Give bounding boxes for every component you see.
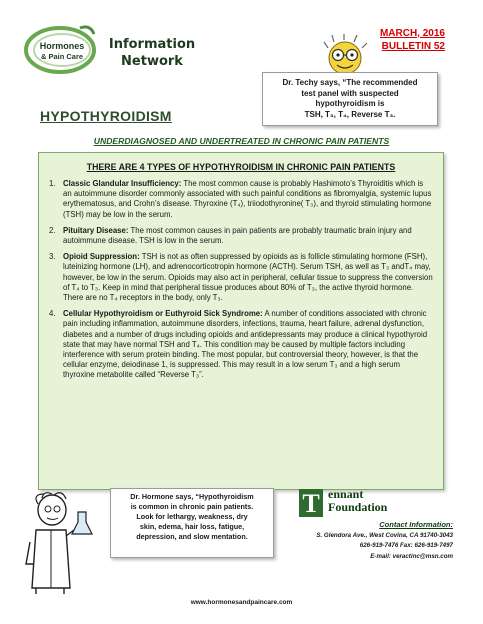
brand-name xyxy=(106,36,198,70)
contact-phone: 626-919-7476 Fax: 626-919-7497 xyxy=(359,542,453,549)
item-number: 1. xyxy=(49,179,56,188)
item-text: The most common causes in pain patients are probably traumatic brain injury and autoimmune disease. TSH is low in the serum. xyxy=(63,225,412,246)
types-panel xyxy=(38,152,444,490)
bulletin-date xyxy=(380,27,445,53)
item-name: Opioid Suppression: xyxy=(63,252,140,262)
item-name: Cellular Hypothyroidism or Euthyroid Sick Syndrome: xyxy=(63,309,263,319)
date-text: MARCH, 2016 xyxy=(379,28,445,39)
contact-address: S. Glendora Ave., West Covina, CA 91740-3043 xyxy=(316,531,453,539)
item-text: TSH is not as often suppressed by opioids as is follicle stimulating hormone (FSH), luteinizing hormone (LH), and adrenocorticotropin hormone (ACTH). Serum TSH, as well as T₃ andT₄ may, however, be low in the serum. Opioids may also act in peripheral, cellular tissue to suppress the conversion of T₄ to T₃. Keep in mind that peripheral tissue produces about 80% of T₃, the active thyroid hormone. There are no T₄ receptors in the body, only T₃. xyxy=(63,252,433,303)
item-text: A number of conditions associated with chronic pain including inflammation, autoimmune disorders, infections, trauma, heart failure, adrenal dysfunction, diabetes and a number of drugs including opioids and antidepressants may produce a clinical hypothyroid state that may have normal TSH and T₄. This condition may be caused by multiple factors including interference with serum protein binding. The most popular, but controversial theory, however, is that the cellular enzyme, deiodinase 1, is suppressed. This may result in a low serum T₃ and a high serum thyroxine metabolite called “Reverse T₃”. xyxy=(63,309,428,380)
contact-email: E-mail: veractinc@msn.com xyxy=(370,552,453,560)
techy-line-3: hypothyroidism is xyxy=(315,99,385,108)
bulletin-number: BULLETIN 52 xyxy=(381,41,445,52)
logo-letter: T xyxy=(302,489,320,518)
item-number: 2. xyxy=(49,225,56,235)
types-heading: THERE ARE 4 TYPES OF HYPOTHYROIDISM IN CHRONIC PAIN PATIENTS xyxy=(86,162,396,172)
hormone-line-3: Look for lethargy, weakness, dry xyxy=(136,512,248,521)
tennant-foundation-logo xyxy=(298,488,324,518)
page-subtitle: UNDERDIAGNOSED AND UNDERTREATED IN CHRONIC PAIN PATIENTS xyxy=(93,136,390,146)
list-item xyxy=(49,226,433,246)
item-number: 3. xyxy=(49,252,56,262)
hormone-line-5: depression, and slow mentation. xyxy=(136,532,248,541)
hormone-line-2: is common in chronic pain patients. xyxy=(130,502,254,511)
techy-line-2: test panel with suspected xyxy=(301,88,399,98)
item-number: 4. xyxy=(49,309,56,319)
techy-line-1: Dr. Techy says, “The recommended xyxy=(282,78,418,87)
hormone-line-4: skin, edema, hair loss, fatigue, xyxy=(139,522,245,531)
dr-techy-illustration xyxy=(322,34,368,76)
dr-techy-speech-bubble xyxy=(262,72,438,126)
dr-hormone-speech-bubble xyxy=(110,488,274,558)
contact-information xyxy=(316,520,453,562)
hormone-line-1: Dr. Hormone says, “Hypothyroidism xyxy=(130,492,254,501)
types-list xyxy=(49,179,433,381)
brand-line-2: Network xyxy=(121,54,183,69)
item-text: The most common cause is probably Hashimoto’s Thyroiditis which is an autoimmune disorder commonly associated with such painful conditions as fibromyalgia, systemic lupus erythematosus, and Crohn’s disease. Thyroxine (T₄), triiodothyronine( T₃), and thyroid stimulating hormone (TSH) may be low in the serum. xyxy=(63,179,432,219)
website-link[interactable]: www.hormonesandpaincare.com xyxy=(190,599,293,606)
item-name: Pituitary Disease: xyxy=(63,225,129,235)
foundation-name-line-1: ennant xyxy=(328,487,364,501)
page-title: HYPOTHYROIDISM xyxy=(40,108,172,124)
list-item xyxy=(49,179,433,220)
list-item xyxy=(49,309,433,380)
techy-line-4: TSH, T₃, T₄, Reverse T₃. xyxy=(304,109,396,119)
hormones-pain-care-logo xyxy=(22,22,102,78)
contact-heading: Contact Information: xyxy=(379,520,453,529)
dr-hormone-illustration xyxy=(22,490,100,596)
brand-line-1: Information xyxy=(108,37,196,52)
item-name: Classic Glandular Insufficiency: xyxy=(63,179,182,188)
foundation-name-line-2: Foundation xyxy=(328,500,388,514)
logo-text-top: Hormones xyxy=(39,41,85,51)
list-item xyxy=(49,252,433,303)
foundation-name xyxy=(328,488,387,514)
logo-text-bottom: & Pain Care xyxy=(40,52,84,61)
